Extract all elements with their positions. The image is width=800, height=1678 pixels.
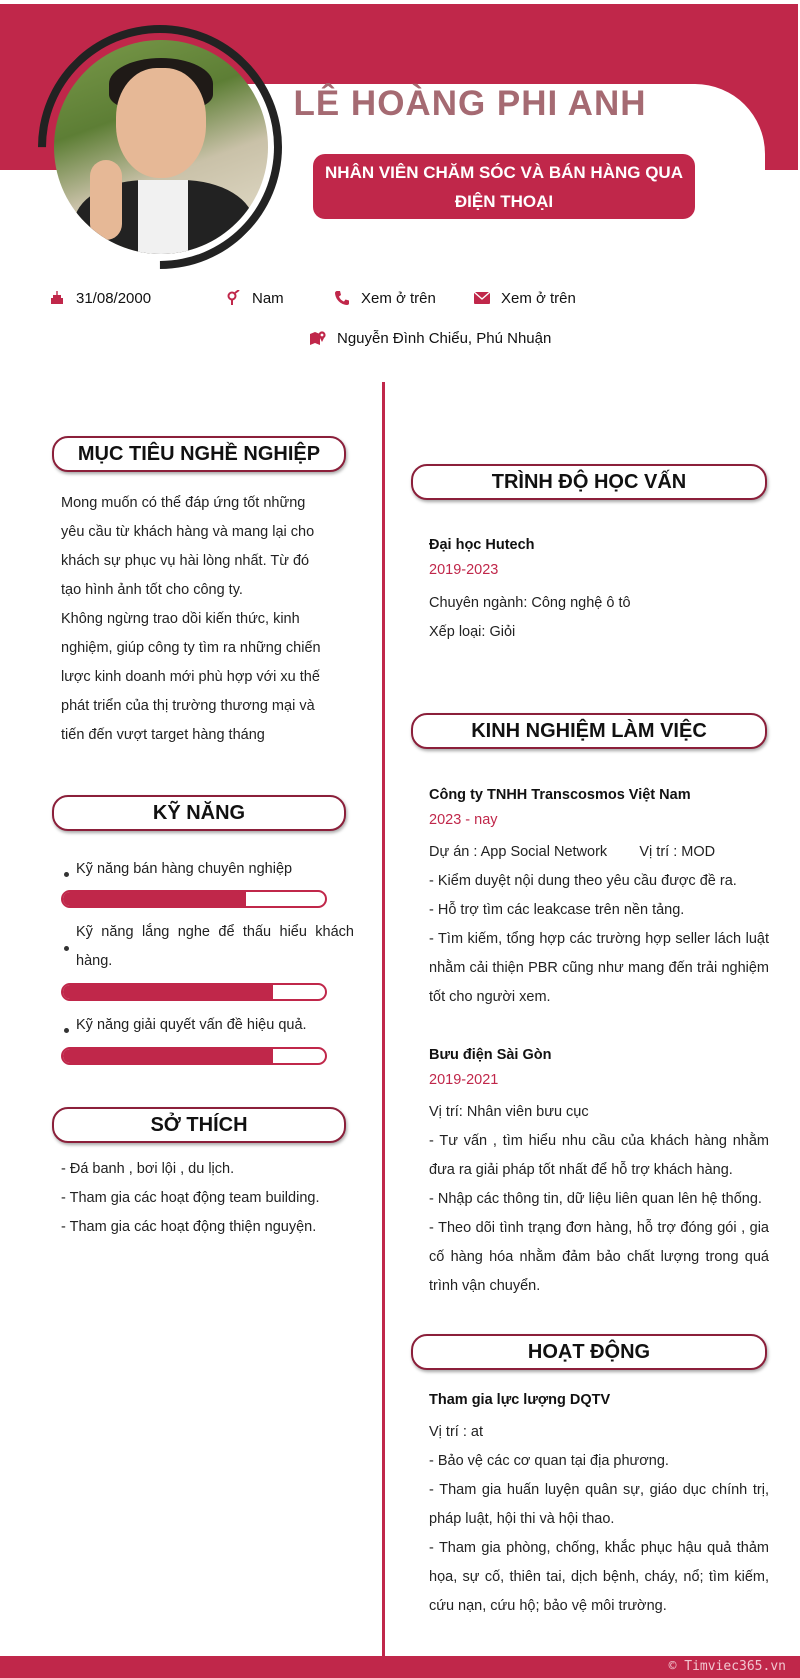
candidate-name: LÊ HOÀNG PHI ANH <box>293 84 647 123</box>
hobby-item: - Tham gia các hoạt động team building. <box>61 1190 320 1206</box>
phone-info <box>333 289 436 307</box>
job-duty: - Nhập các thông tin, dữ liệu liên quan lên hệ thống. <box>429 1191 762 1207</box>
objective-line: Mong muốn có thể đáp ứng tốt những <box>61 495 306 511</box>
job-duty: - Tư vấn , tìm hiểu nhu cầu của khách hàng nhằm đưa ra giải pháp tốt nhất để hỗ trợ khách hàng. <box>429 1133 769 1178</box>
education-school: Đại học Hutech <box>429 537 535 553</box>
skill-bar-fill <box>63 1049 273 1063</box>
job-details <box>429 1098 769 1301</box>
birthday-info <box>48 289 151 307</box>
birthday-value: 31/08/2000 <box>76 289 152 307</box>
skill-label: Kỹ năng giải quyết vấn đề hiệu quả. <box>76 1017 307 1033</box>
map-pin-icon <box>309 329 327 347</box>
skill-bar-fill <box>63 892 246 906</box>
column-divider <box>382 382 385 1656</box>
objective-line: tạo hình ảnh tốt cho công ty. <box>61 582 243 598</box>
address-value: Nguyễn Đình Chiểu, Phú Nhuận <box>337 329 552 347</box>
job-duty: - Tìm kiếm, tổng hợp các trường hợp seller lách luật nhằm cải thiện PBR cũng như mang đến trải nghiệm tốt cho người xem. <box>429 931 769 1005</box>
job-role: Vị trí: Nhân viên bưu cục <box>429 1104 589 1120</box>
skill-bullet <box>64 872 69 877</box>
job-duty: - Theo dõi tình trạng đơn hàng, hỗ trợ đóng gói , gia cố hàng hóa nhằm đảm bảo chất lượng trong quá trình vận chuyển. <box>429 1220 769 1294</box>
skill-label: Kỹ năng bán hàng chuyên nghiệp <box>76 861 293 877</box>
education-heading: TRÌNH ĐỘ HỌC VẤN <box>411 464 767 500</box>
phone-icon <box>333 289 351 307</box>
objective-line: phát triển của thị trường thương mại và <box>61 698 315 714</box>
activities-heading: HOẠT ĐỘNG <box>411 1334 767 1370</box>
skill-bullet <box>64 1028 69 1033</box>
education-grade: Xếp loại: Giỏi <box>429 624 516 640</box>
skill-bar <box>61 890 327 908</box>
activity-org: Tham gia lực lượng DQTV <box>429 1392 611 1408</box>
email-info <box>473 289 576 307</box>
email-icon <box>473 289 491 307</box>
activity-item: - Tham gia phòng, chống, khắc phục hậu quả thảm họa, sự cố, thiên tai, dịch bệnh, cháy, nổ; tìm kiếm, cứu nạn, cứu hộ; bảo vệ môi trường. <box>429 1540 769 1614</box>
skills-heading: KỸ NĂNG <box>52 795 346 831</box>
skill-bar-fill <box>63 985 273 999</box>
job-company: Công ty TNHH Transcosmos Việt Nam <box>429 787 691 803</box>
job-details <box>429 838 769 1012</box>
gender-value: Nam <box>252 289 284 307</box>
hobby-item: - Tham gia các hoạt động thiện nguyện. <box>61 1219 317 1235</box>
objective-text <box>61 489 351 750</box>
experience-heading: KINH NGHIỆM LÀM VIỆC <box>411 713 767 749</box>
job-company: Bưu điện Sài Gòn <box>429 1047 552 1063</box>
job-duty: - Kiểm duyệt nội dung theo yêu cầu được đề ra. <box>429 873 737 889</box>
objective-heading: MỤC TIÊU NGHỀ NGHIỆP <box>52 436 346 472</box>
job-role: Dự án : App Social Network Vị trí : MOD <box>429 844 716 860</box>
activity-item: - Bảo vệ các cơ quan tại địa phương. <box>429 1453 669 1469</box>
education-major: Chuyên ngành: Công nghệ ô tô <box>429 595 631 611</box>
hobbies-heading: SỞ THÍCH <box>52 1107 346 1143</box>
objective-line: nghiệm, giúp công ty tìm ra những chiến <box>61 640 321 656</box>
job-duty: - Hỗ trợ tìm các leakcase trên nền tảng. <box>429 902 685 918</box>
objective-line: Không ngừng trao dồi kiến thức, kinh <box>61 611 300 627</box>
skill-bar <box>61 983 327 1001</box>
position-title: NHÂN VIÊN CHĂM SÓC VÀ BÁN HÀNG QUA ĐIỆN THOẠI <box>313 154 695 219</box>
objective-line: khách sự phục vụ hài lòng nhất. Từ đó <box>61 553 310 569</box>
gender-info <box>224 289 284 307</box>
address-info <box>309 329 551 347</box>
activity-role: Vị trí : at <box>429 1424 483 1440</box>
activity-details <box>429 1418 769 1621</box>
gender-icon <box>224 289 242 307</box>
objective-line: lược kinh doanh mới phù hợp với xu thế <box>61 669 320 685</box>
phone-value[interactable]: Xem ở trên <box>361 289 436 307</box>
education-years: 2019-2023 <box>429 562 499 578</box>
cake-icon <box>48 289 66 307</box>
objective-line: tiến đến vượt target hàng tháng <box>61 727 265 743</box>
job-years: 2023 - nay <box>429 812 498 828</box>
hobby-item: - Đá banh , bơi lội , du lịch. <box>61 1161 235 1177</box>
hobbies-list <box>61 1155 361 1242</box>
skill-bar <box>61 1047 327 1065</box>
skill-bullet <box>64 946 69 951</box>
skill-label: Kỹ năng lắng nghe để thấu hiểu khách hàng. <box>76 924 354 969</box>
job-years: 2019-2021 <box>429 1072 499 1088</box>
watermark: © Timviec365.vn <box>668 1659 786 1674</box>
objective-line: yêu cầu từ khách hàng và mang lại cho <box>61 524 315 540</box>
activity-item: - Tham gia huấn luyện quân sự, giáo dục chính trị, pháp luật, hội thi và hội thao. <box>429 1482 769 1527</box>
education-details <box>429 589 769 647</box>
email-value[interactable]: Xem ở trên <box>501 289 576 307</box>
